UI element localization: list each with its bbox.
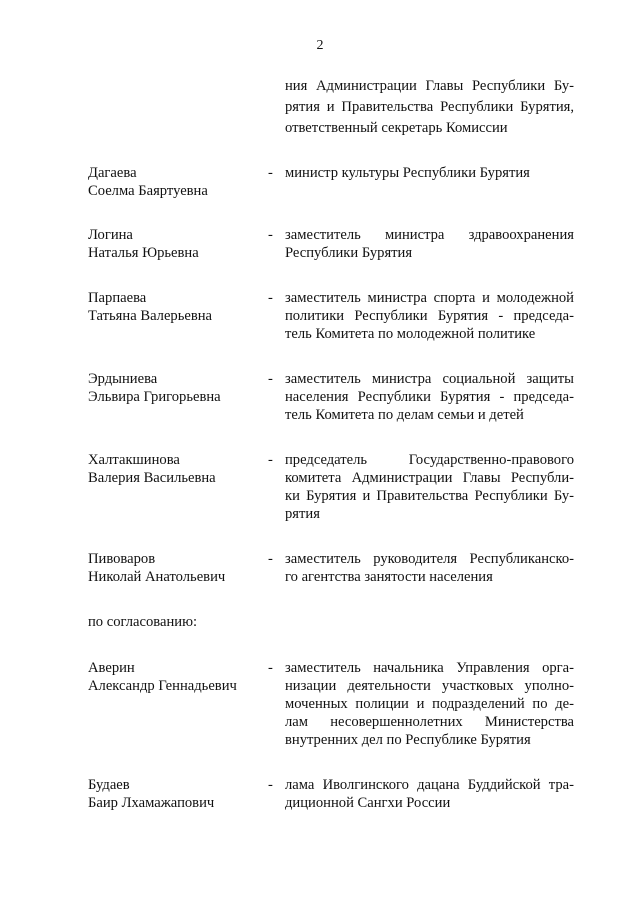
member-given-names: Наталья Юрьевна [88,245,199,261]
entry-dash: - [268,371,273,387]
member-surname: Аверин [88,660,135,676]
member-surname: Логина [88,227,133,243]
member-surname: Эрдыниева [88,371,158,387]
member-given-names: Татьяна Валерьевна [88,308,213,324]
member-position-line: заместитель министра спорта и молодежной [285,290,574,306]
member-position-line: тель Комитета по делам семьи и детей [285,407,524,423]
member-given-names: Соелма Баяртуевна [88,183,208,199]
member-position-line: заместитель начальника Управления орга- [285,660,574,676]
member-position-line: диционной Сангхи России [285,795,451,811]
member-position-line: низации деятельности участковых уполно- [285,678,574,694]
entry-dash: - [268,777,273,793]
member-surname: Пивоваров [88,551,156,567]
entry-dash: - [268,551,273,567]
member-position-line: моченных полиции и подразделений по де- [285,696,574,712]
member-position-line: лам несовершеннолетних Министерства [285,714,574,730]
entry-dash: - [268,165,273,181]
member-given-names: Николай Анатольевич [88,569,226,585]
intro-line: ния Администрации Главы Республики Бу- [285,78,574,94]
member-position-line: тель Комитета по молодежной политике [285,326,536,342]
member-position-line: внутренних дел по Республике Бурятия [285,732,531,748]
intro-line: рятия и Правительства Республики Бурятия, [285,99,574,115]
member-position-line: министр культуры Республики Бурятия [285,165,530,181]
member-position-line: заместитель министра здравоохранения [285,227,574,243]
member-position-line: населения Республики Бурятия - председа- [285,389,574,405]
member-position-line: заместитель министра социальной защиты [285,371,574,387]
member-surname: Парпаева [88,290,147,306]
member-given-names: Валерия Васильевна [88,470,216,486]
intro-line: ответственный секретарь Комиссии [285,120,508,136]
entry-dash: - [268,452,273,468]
entry-dash: - [268,290,273,306]
member-given-names: Александр Геннадьевич [88,678,237,694]
member-position-line: комитета Администрации Главы Республи- [285,470,574,486]
member-surname: Дагаева [88,165,137,181]
member-position-line: политики Республики Бурятия - председа- [285,308,574,324]
member-surname: Будаев [88,777,130,793]
member-position-line: го агентства занятости населения [285,569,493,585]
member-surname: Халтакшинова [88,452,180,468]
member-given-names: Баир Лхамажапович [88,795,215,811]
member-position-line: заместитель руководителя Республиканско- [285,551,574,567]
member-position-line: рятия [285,506,320,522]
entry-dash: - [268,660,273,676]
page-number: 2 [316,38,324,53]
member-position-line: лама Иволгинского дацана Буддийской тра- [285,777,574,793]
section-label-agreed: по согласованию: [88,614,198,630]
entry-dash: - [268,227,273,243]
member-position-line: председатель Государственно-правового [285,452,574,468]
member-given-names: Эльвира Григорьевна [88,389,221,405]
member-position-line: Республики Бурятия [285,245,413,261]
member-position-line: ки Бурятия и Правительства Республики Бу- [285,488,574,504]
